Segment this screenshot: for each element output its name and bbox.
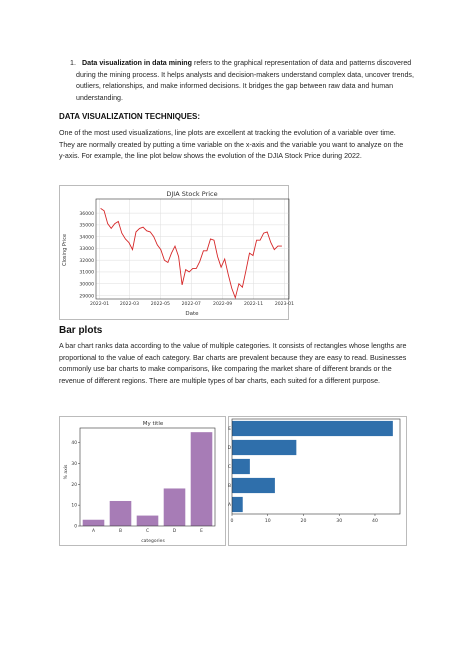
vertical-bar-figure [59,416,226,546]
x-tick-label: 20 [300,519,307,524]
section-heading-bar-plots: Bar plots [59,325,103,336]
x-tick-label: 2022-05 [150,302,170,307]
y-tick-label: B [227,484,231,490]
x-tick-label: A [91,529,96,534]
x-axis-label: categories [141,539,165,544]
list-item [70,58,416,104]
x-tick-label: 2022-09 [213,302,233,307]
y-tick-label: 10 [71,503,77,509]
line-plot-paragraph: One of the most used visualizations, line plots are excellent at tracking the evolution of a variable over time. They are normally created by putting a time variable on the x-axis and the variable you want to analyze on the y-axis. For example, the line plot below shows the evolution of the DJIA Stock Price during 2022. [59,129,404,160]
horizontal-bar-chart [229,417,406,545]
x-tick-label: 0 [230,519,234,524]
y-tick-label: 34000 [79,235,94,241]
x-tick-label: D [172,529,177,534]
horizontal-bar-figure [228,416,407,546]
section-heading-techniques: DATA VISUALIZATION TECHNIQUES: [59,112,201,121]
y-tick-label: A [227,503,231,509]
plot-area-frame [96,199,289,299]
x-tick-label: 2023-01 [274,302,295,307]
x-tick-label: 2022-11 [243,302,264,307]
list-text: refers to the graphical representation of data and patterns discovered during the mining process. It helps analysts and decision-makers understand complex data, uncover trends, outliers, relationships, and make informed decisions. It bridges the gap between raw data and human understanding. [76,59,414,102]
y-tick-label: E [228,427,231,433]
x-tick-label: C [145,529,150,534]
chart-title: My title [142,421,164,427]
vertical-bar-chart [60,417,225,545]
y-tick-label: 29000 [79,294,94,300]
line-chart-figure [59,185,295,320]
y-tick-label: 40 [71,441,77,447]
list-term: Data visualization in data mining [82,59,192,67]
bar-d [232,440,296,455]
bar-b [110,501,132,526]
bar-c [137,516,159,526]
y-tick-label: 35000 [79,223,94,229]
x-tick-label: 2022-01 [89,302,110,307]
y-tick-label: 33000 [79,247,94,253]
bar-plot-paragraph: A bar chart ranks data according to the value of multiple categories. It consists of rectangles whose lengths are proportional to the value of each category. Bar charts are prevalent because they are easy to read. Businesses commonly use bar charts to make comparisons, like comparing the market share of different brands or the revenue of different regions. There are multiple types of bar charts, each suited for a different purpose. [59,342,407,385]
y-tick-label: 31000 [79,270,94,276]
bar-d [164,488,186,526]
x-tick-label: E [200,529,203,534]
x-tick-label: B [118,529,123,534]
x-tick-label: 40 [372,519,378,524]
y-tick-label: 0 [74,524,77,530]
bar-a [83,520,105,526]
bar-a [232,497,243,512]
y-tick-label: 30000 [79,282,94,288]
y-axis-label: Closing Price [62,233,68,267]
y-axis-label: % axis [64,464,69,480]
line-chart [60,186,295,319]
y-tick-label: 36000 [79,211,94,217]
bar-e [191,432,213,526]
y-tick-label: 20 [71,482,77,488]
y-tick-label: D [227,446,231,452]
y-tick-label: 30 [71,462,77,468]
chart-title: DJIA Stock Price [166,190,218,198]
x-tick-label: 30 [336,519,343,524]
bar-b [232,478,275,493]
list-number: 1. [70,59,76,67]
bar-c [232,459,250,474]
x-tick-label: 2022-03 [119,302,140,307]
bar-e [232,421,393,436]
x-tick-label: 2022-07 [181,302,201,307]
x-tick-label: 10 [264,519,271,524]
y-tick-label: 32000 [79,258,94,264]
y-tick-label: C [227,465,231,471]
x-axis-label: Date [185,311,199,317]
